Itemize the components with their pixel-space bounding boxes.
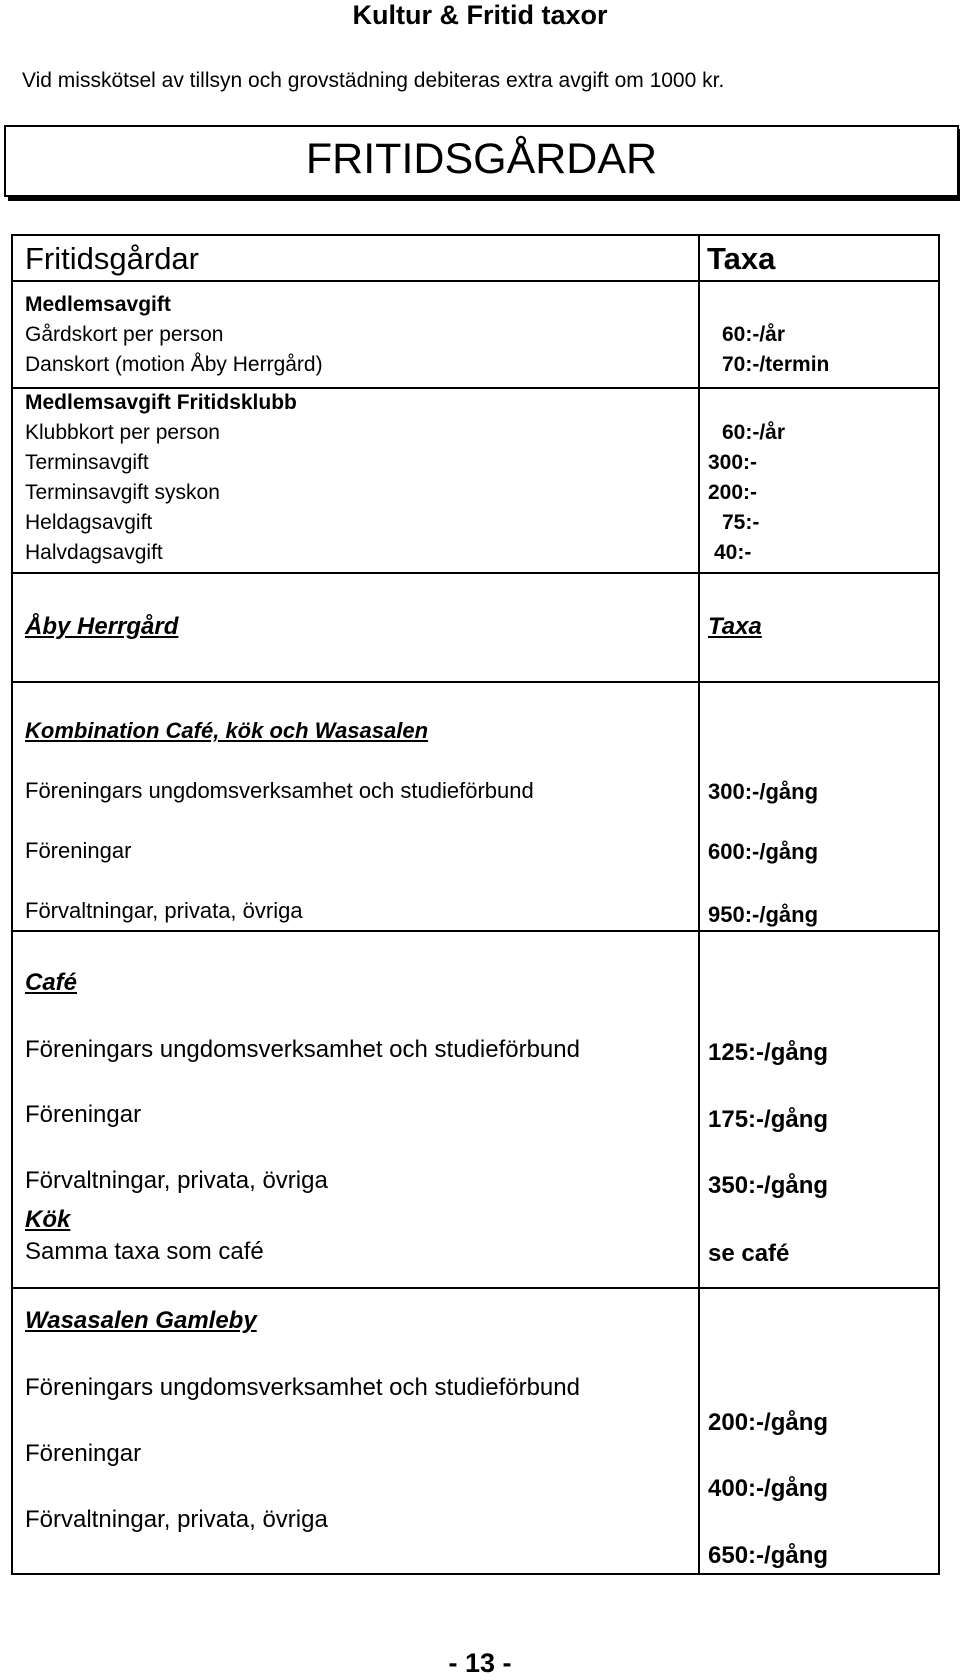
kombination-ungdom-price: 300:-/gång [708,779,819,804]
heldagsavgift-price: 75:- [722,511,760,534]
section-banner [4,125,959,197]
cafe-ungdom-price: 125:-/gång [708,1039,829,1066]
cafe-foreningar-price: 175:-/gång [708,1106,829,1133]
page-number: - 13 - [448,1648,512,1678]
gardskort-price: 60:-/år [722,323,786,346]
wasasalen-price-1: 200:-/gång [708,1409,829,1436]
kombination-heading: Kombination Café, kök och Wasasalen [25,718,429,743]
wasasalen-foreningar-label: Föreningar [25,1440,142,1467]
kombination-ovriga-price: 950:-/gång [708,902,819,927]
terminsavgift-syskon-price: 200:- [708,481,758,504]
kok-label: Samma taxa som café [25,1238,264,1265]
aby-taxa-heading: Taxa [708,613,762,640]
cafe-ungdom-label: Föreningars ungdomsverksamhet och studieförbund [25,1036,580,1063]
cafe-ovriga-price: 350:-/gång [708,1172,829,1199]
row-divider [11,1287,940,1289]
kok-heading: Kök [25,1206,71,1233]
terminsavgift-syskon-label: Terminsavgift syskon [25,481,220,504]
terminsavgift-price: 300:- [708,451,758,474]
kombination-ungdom-label: Föreningars ungdomsverksamhet och studieförbund [25,778,534,803]
fritidsklubb-heading: Medlemsavgift Fritidsklubb [25,391,297,414]
table-border-right [938,234,940,1575]
danskort-label: Danskort (motion Åby Herrgård) [25,353,323,376]
cafe-heading: Café [25,969,78,996]
table-border-bottom [11,1573,940,1575]
kombination-ovriga-label: Förvaltningar, privata, övriga [25,898,303,923]
terminsavgift-label: Terminsavgift [25,451,149,474]
heldagsavgift-label: Heldagsavgift [25,511,153,534]
page-title: Kultur & Fritid taxor [352,0,608,30]
wasasalen-price-3: 650:-/gång [708,1542,829,1569]
aby-herrgard-heading: Åby Herrgård [25,613,179,640]
column-divider [698,234,700,1575]
table-border-top [11,234,940,236]
wasasalen-ovriga-label: Förvaltningar, privata, övriga [25,1506,328,1533]
row-divider [11,280,940,282]
row-divider [11,572,940,574]
cafe-ovriga-label: Förvaltningar, privata, övriga [25,1167,328,1194]
banner-title: FRITIDSGÅRDAR [305,135,658,183]
kombination-foreningar-price: 600:-/gång [708,839,819,864]
klubbkort-label: Klubbkort per person [25,421,220,444]
cafe-foreningar-label: Föreningar [25,1101,142,1128]
gardskort-label: Gårdskort per person [25,323,224,346]
table-border-left [11,234,13,1575]
row-divider [11,681,940,683]
row-divider [11,930,940,932]
wasasalen-ungdom-label: Föreningars ungdomsverksamhet och studieförbund [25,1374,580,1401]
kok-price: se café [708,1240,790,1267]
wasasalen-price-2: 400:-/gång [708,1475,829,1502]
fritidsgardar-heading: Fritidsgårdar [25,241,199,276]
kombination-foreningar-label: Föreningar [25,838,132,863]
taxa-heading: Taxa [707,241,776,276]
klubbkort-price: 60:-/år [722,421,786,444]
halvdagsavgift-label: Halvdagsavgift [25,541,163,564]
halvdagsavgift-price: 40:- [714,541,752,564]
wasasalen-heading: Wasasalen Gamleby [25,1307,257,1334]
medlemsavgift-heading: Medlemsavgift [25,293,171,316]
surcharge-note: Vid misskötsel av tillsyn och grovstädning debiteras extra avgift om 1000 kr. [22,69,725,92]
row-divider [11,387,940,389]
danskort-price: 70:-/termin [722,353,830,376]
